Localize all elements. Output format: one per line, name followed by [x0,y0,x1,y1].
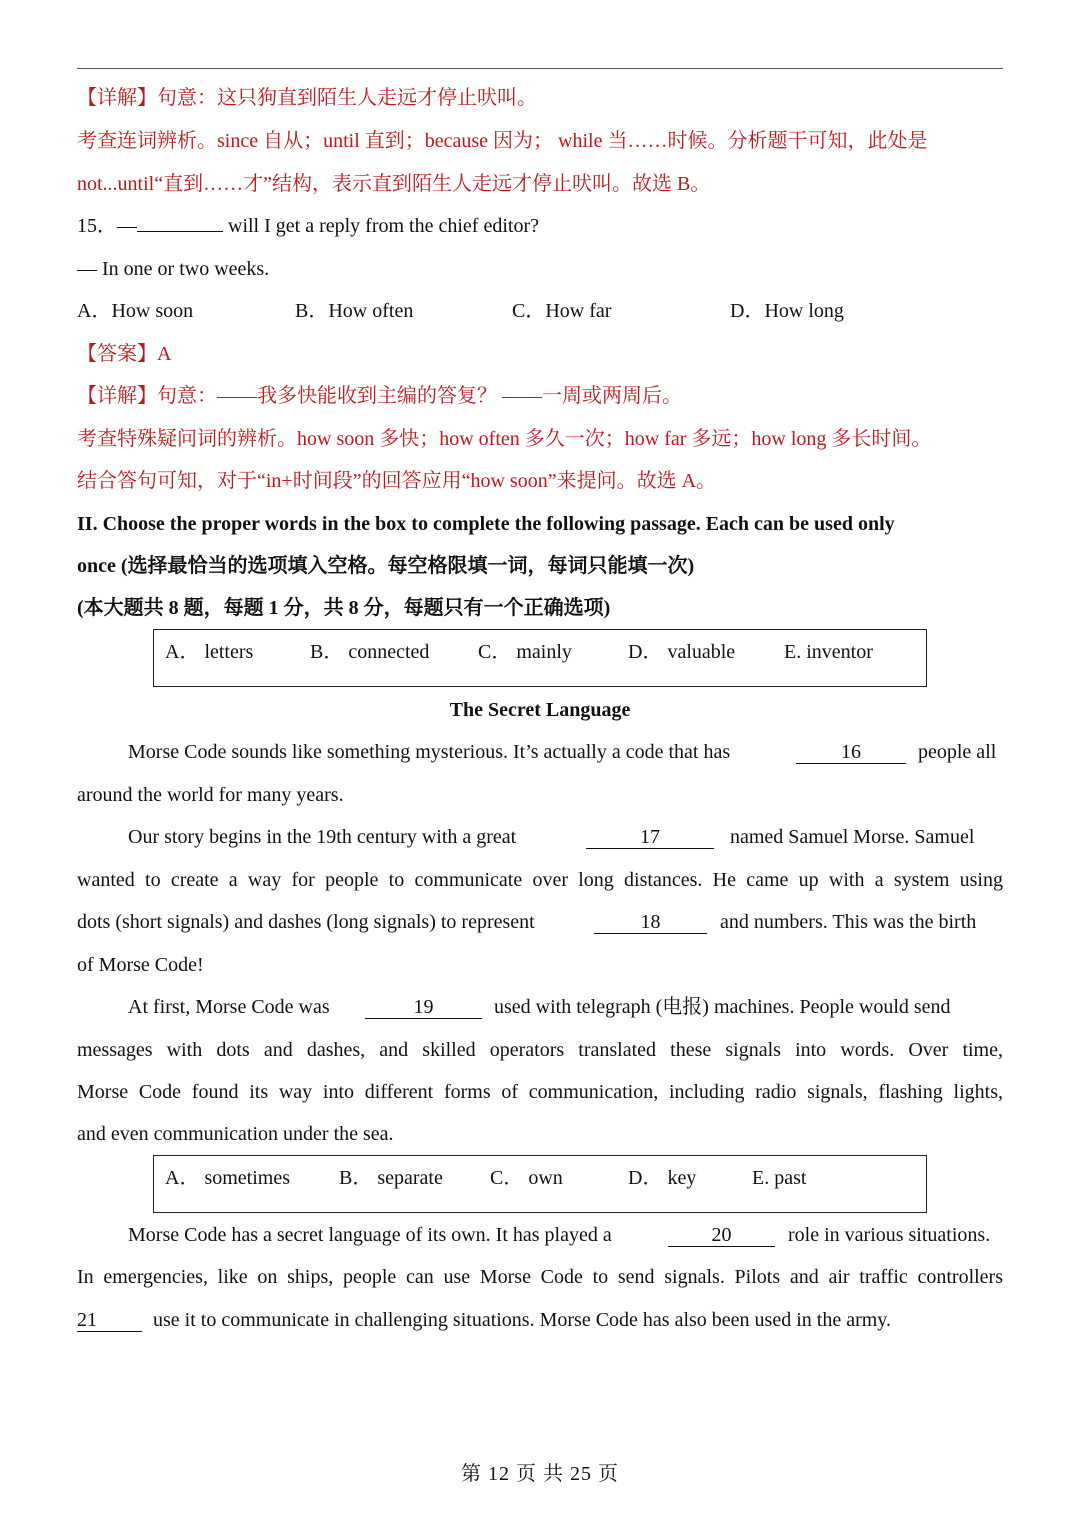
box2-option-b: B． separate [339,1167,443,1189]
section2-instr2: once (选择最恰当的选项填入空格。每空格限填一词，每词只能填一次) [77,555,695,577]
blank-19: 19 [365,996,482,1019]
p4-line1-start: Morse Code has a secret language of its own. It has played a [128,1224,612,1246]
p4-line1-end: role in various situations. [788,1224,991,1246]
question-15 [77,212,539,240]
p4-line2: In emergencies, like on ships, people can use Morse Code to send signals. Pilots and air traffic controllers [77,1266,1003,1288]
p3-line1-start: At first, Morse Code was [128,996,330,1018]
p1-line1-end: people all [918,741,997,763]
box1-option-e: E. inventor [784,641,873,663]
q15-answer: 【答案】A [77,343,172,365]
p1-line2: around the world for many years. [77,784,344,806]
p2-line1-end: named Samuel Morse. Samuel [730,826,975,848]
blank-20: 20 [668,1224,775,1247]
q15-stem: will I get a reply from the chief editor? [223,215,539,237]
p3-line1-end: used with telegraph (电报) machines. People would send [494,996,951,1018]
word-box-2 [153,1155,927,1213]
explain14-line1: 【详解】句意：这只狗直到陌生人走远才停止吠叫。 [77,87,537,109]
box2-option-a: A． sometimes [165,1167,290,1189]
section2-instr1: II. Choose the proper words in the box to complete the following passage. Each can be used only [77,513,895,535]
blank-16: 16 [796,741,906,764]
word-box-1 [153,629,927,687]
q15-option-b: B．How often [295,300,414,322]
box2-option-d: D． key [628,1167,697,1189]
passage-title: The Secret Language [449,699,631,721]
p1-line1-start: Morse Code sounds like something mysterious. It’s actually a code that has [128,741,731,763]
p2-line2: wanted to create a way for people to communicate over long distances. He came up with a system using [77,869,1003,891]
blank-18: 18 [594,911,707,934]
p3-line4: and even communication under the sea. [77,1123,394,1145]
q15-blank [137,231,223,232]
p3-line3: Morse Code found its way into different forms of communication, including radio signals, flashing lights, [77,1081,1003,1103]
box1-option-b: B． connected [310,641,430,663]
q15-option-d: D．How long [730,300,844,322]
blank-21: 21 [77,1309,142,1332]
q15-response: — In one or two weeks. [77,258,270,280]
q15-option-a: A．How soon [77,300,194,322]
q15-explain2: 考查特殊疑问词的辨析。how soon 多快；how often 多久一次；how far 多远；how long 多长时间。 [77,428,932,450]
q15-explain3: 结合答句可知，对于“in+时间段”的回答应用“how soon”来提问。故选 A。 [77,470,717,492]
q15-number: 15．— [77,215,137,237]
section2-instr3: (本大题共 8 题，每题 1 分，共 8 分，每题只有一个正确选项) [77,597,611,619]
page-footer: 第 12 页 共 25 页 [461,1463,619,1485]
explain14-line2: 考查连词辨析。since 自从；until 直到；because 因为； while 当……时候。分析题干可知，此处是 [77,130,928,152]
explain14-line3: not...until“直到……才”结构，表示直到陌生人走远才停止吠叫。故选 B。 [77,173,711,195]
top-rule [77,68,1003,69]
box1-option-d: D． valuable [628,641,736,663]
box1-option-c: C． mainly [478,641,572,663]
p2-line3-start: dots (short signals) and dashes (long signals) to represent [77,911,535,933]
box2-option-c: C． own [490,1167,563,1189]
blank-17: 17 [586,826,714,849]
p2-line4: of Morse Code! [77,954,204,976]
q15-explain1: 【详解】句意：——我多快能收到主编的答复？ ——一周或两周后。 [77,385,682,407]
p2-line3-end: and numbers. This was the birth [720,911,977,933]
p3-line2: messages with dots and dashes, and skilled operators translated these signals into words. Over time, [77,1039,1003,1061]
p2-line1-start: Our story begins in the 19th century with a great [128,826,517,848]
p4-line3: use it to communicate in challenging situations. Morse Code has also been used in the army. [153,1309,891,1331]
box1-option-a: A． letters [165,641,254,663]
box2-option-e: E. past [752,1167,807,1189]
q15-option-c: C．How far [512,300,612,322]
